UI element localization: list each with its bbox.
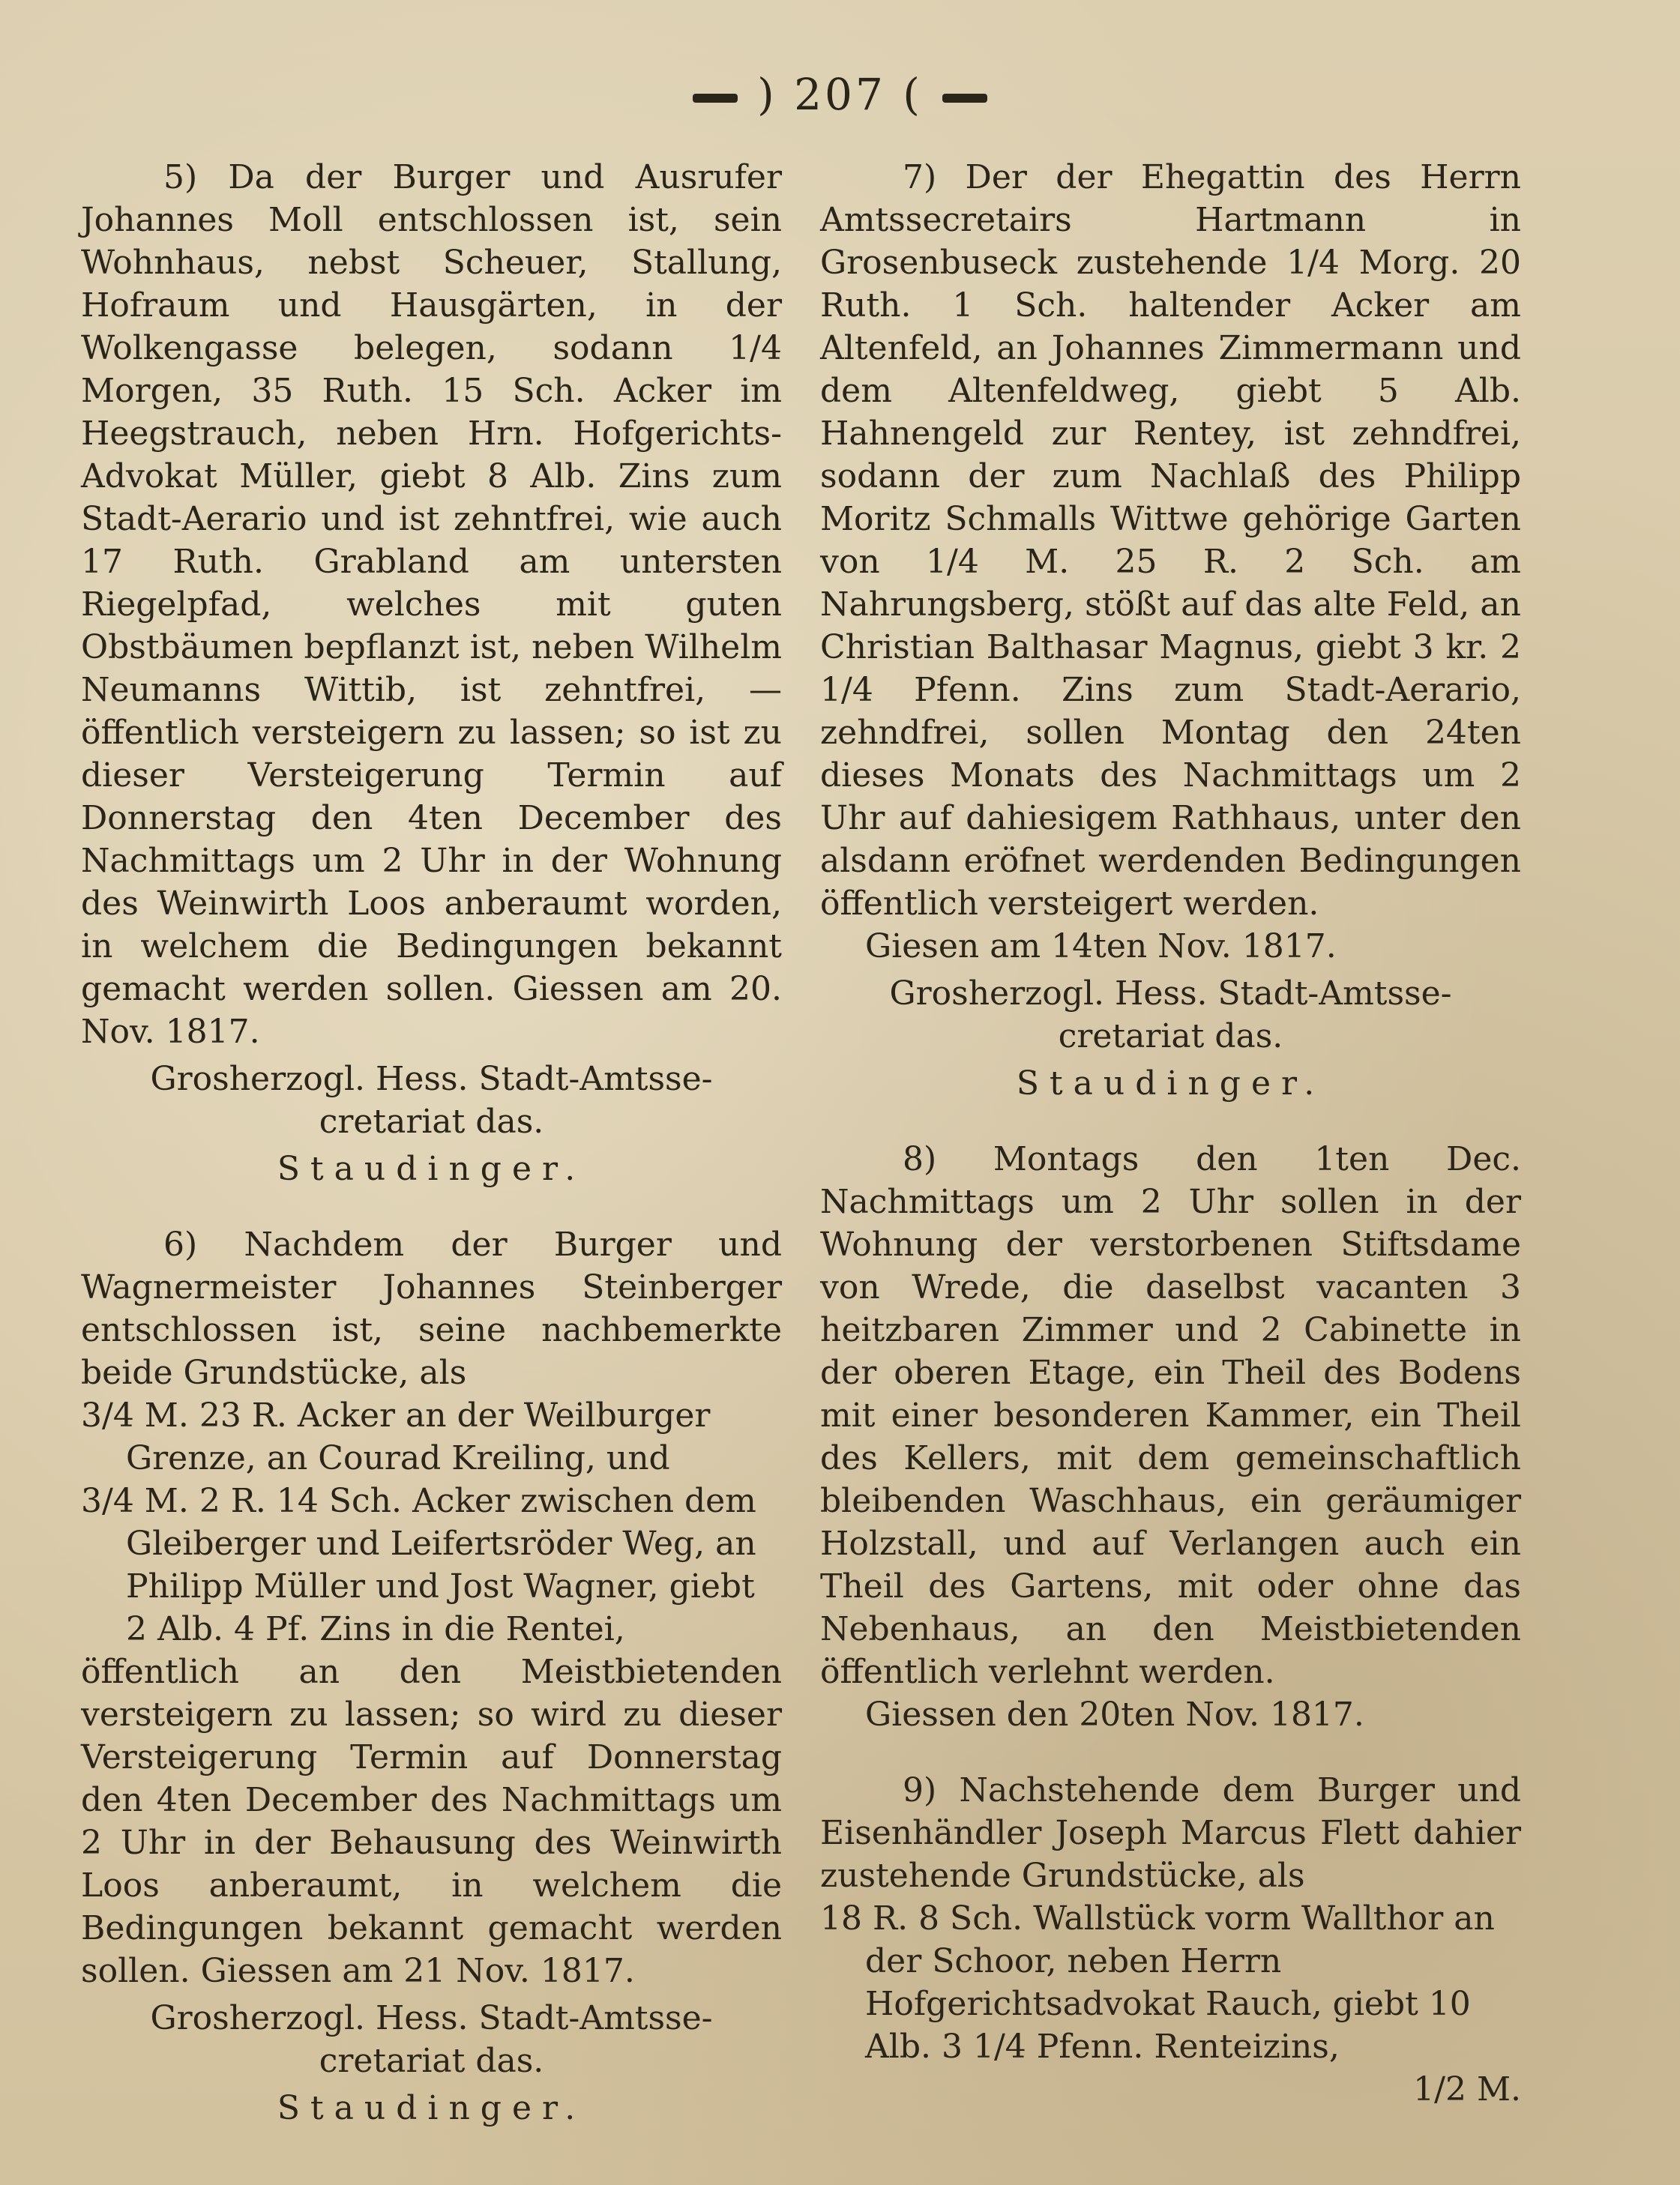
notice-5-signature-name: Staudinger.: [277, 1150, 586, 1188]
notice-6: [81, 1223, 782, 2130]
page-header: [0, 69, 1680, 120]
notice-6-signature-office-cont: cretariat das.: [319, 2042, 544, 2080]
notice-7-date: Giesen am 14ten Nov. 1817.: [865, 927, 1337, 965]
notice-6-body: öffentlich an den Meistbietenden versteigern zu lassen; so wird zu dieser Versteigerung Termin auf Donnerstag den 4ten December des Nachmittags um 2 Uhr in der Behausung des Weinwirth Loos anberaumt, in welchem die Bedingungen bekannt gemacht werden sollen. Giessen am 21 Nov. 1817.: [81, 1653, 782, 1990]
notice-9-item-1: 18 R. 8 Sch. Wallstück vorm Wallthor an der Schoor, neben Herrn Hofgerichtsadvokat Rauch, giebt 10 Alb. 3 1/4 Pfenn. Renteizins,: [820, 1899, 1495, 2066]
notice-9-intro: 9) Nachstehende dem Burger und Eisenhändler Joseph Marcus Flett dahier zustehende Grundstücke, als: [820, 1771, 1521, 1895]
notice-6-signature-office: Grosherzogl. Hess. Stadt-Amtsse-: [150, 1999, 713, 2037]
notice-7-body: 7) Der der Ehegattin des Herrn Amtssecretairs Hartmann in Grosenbuseck zustehende 1/4 Morg. 20 Ruth. 1 Sch. haltender Acker am Altenfeld, an Johannes Zimmermann und dem Altenfeldweg, giebt 5 Alb. Hahnengeld zur Rentey, ist zehndfrei, sodann der zum Nachlaß des Philipp Moritz Schmalls Wittwe gehörige Garten von 1/4 M. 25 R. 2 Sch. am Nahrungsberg, stößt auf das alte Feld, an Christian Balthasar Magnus, giebt 3 kr. 2 1/4 Pfenn. Zins zum Stadt-Aerario, zehndfrei, sollen Montag den 24ten dieses Monats des Nachmittags um 2 Uhr auf dahiesigem Rathhaus, unter den alsdann eröfnet werdenden Bedingungen öffentlich versteigert werden.: [820, 158, 1521, 923]
notice-5: [81, 156, 782, 1190]
notice-6-item-2: 3/4 M. 2 R. 14 Sch. Acker zwischen dem Gleiberger und Leifertsröder Weg, an Philipp Müller und Jost Wagner, giebt 2 Alb. 4 Pf. Zins in die Rentei,: [81, 1482, 756, 1648]
notice-5-signature-office: Grosherzogl. Hess. Stadt-Amtsse-: [150, 1060, 713, 1098]
notice-9: [820, 1769, 1521, 2111]
notice-6-intro: 6) Nachdem der Burger und Wagnermeister Johannes Steinberger entschlossen ist, seine nachbemerkte beide Grundstücke, als: [81, 1226, 782, 1392]
header-dash-left: [693, 94, 738, 103]
notice-6-signature-name: Staudinger.: [277, 2089, 586, 2127]
notice-7: [820, 156, 1521, 1105]
notice-7-signature-office-cont: cretariat das.: [1058, 1017, 1283, 1055]
notice-7-signature-office: Grosherzogl. Hess. Stadt-Amtsse-: [889, 974, 1452, 1013]
notice-5-signature-office-cont: cretariat das.: [319, 1103, 544, 1141]
left-column: [81, 156, 782, 2163]
notice-6-item-1: 3/4 M. 23 R. Acker an der Weilburger Grenze, an Courad Kreiling, und: [81, 1396, 711, 1477]
notice-5-body: 5) Da der Burger und Ausrufer Johannes Moll entschlossen ist, sein Wohnhaus, nebst Scheuer, Stallung, Hofraum und Hausgärten, in der Wolkengasse belegen, sodann 1/4 Morgen, 35 Ruth. 15 Sch. Acker im Heegstrauch, neben Hrn. Hofgerichts-Advokat Müller, giebt 8 Alb. Zins zum Stadt-Aerario und ist zehntfrei, wie auch 17 Ruth. Grabland am untersten Riegelpfad, welches mit guten Obstbäumen bepflanzt ist, neben Wilhelm Neumanns Wittib, ist zehntfrei, — öffentlich versteigern zu lassen; so ist zu dieser Versteigerung Termin auf Donnerstag den 4ten December des Nachmittags um 2 Uhr in der Wohnung des Weinwirth Loos anberaumt worden, in welchem die Bedingungen bekannt gemacht werden sollen. Giessen am 20. Nov. 1817.: [81, 158, 782, 1051]
notice-8: [820, 1138, 1521, 1736]
notice-8-body: 8) Montags den 1ten Dec. Nachmittags um 2 Uhr sollen in der Wohnung der verstorbenen Stiftsdame von Wrede, die daselbst vacanten 3 heitzbaren Zimmer und 2 Cabinette in der oberen Etage, ein Theil des Bodens mit einer besonderen Kammer, ein Theil des Kellers, mit dem gemeinschaftlich bleibenden Waschhaus, ein geräumiger Holzstall, und auf Verlangen auch ein Theil des Gartens, mit oder ohne das Nebenhaus, an den Meistbietenden öffentlich verlehnt werden.: [820, 1140, 1521, 1691]
notice-7-signature-name: Staudinger.: [1016, 1064, 1325, 1103]
page-number: ) 207 (: [757, 69, 923, 120]
right-column: [820, 156, 1521, 2144]
notice-9-item-2-start: 1/2 M.: [1413, 2070, 1521, 2109]
header-dash-right: [942, 94, 987, 103]
notice-8-date: Giessen den 20ten Nov. 1817.: [865, 1696, 1364, 1734]
